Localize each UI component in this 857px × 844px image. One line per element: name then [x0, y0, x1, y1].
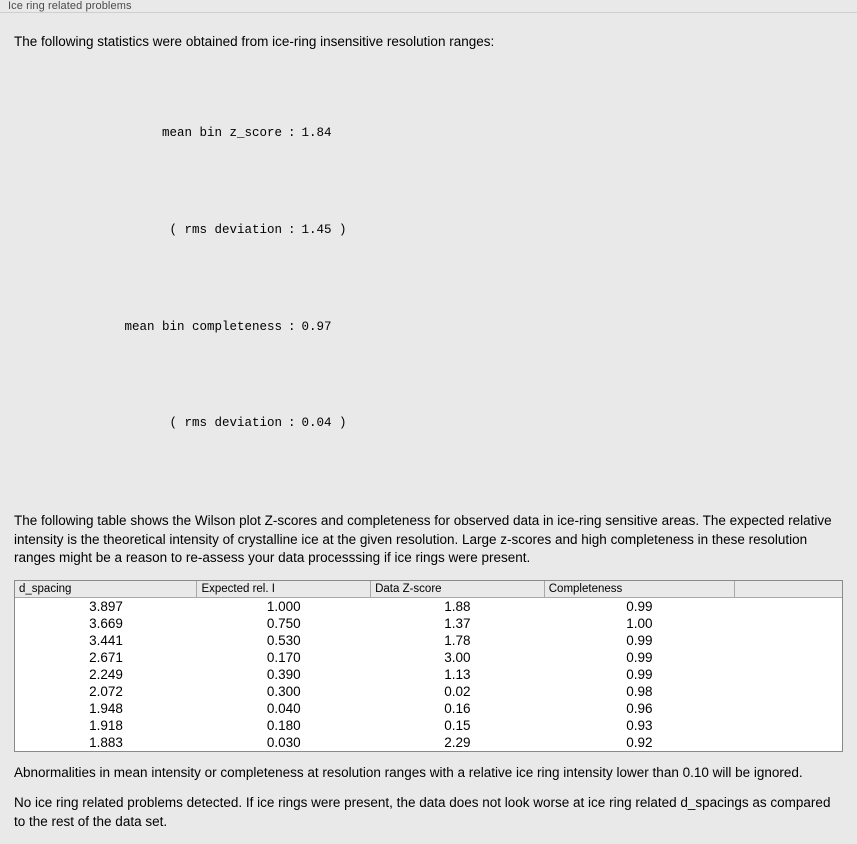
cell-data-z-score: 0.02 — [371, 683, 545, 700]
report-content — [0, 13, 857, 844]
cell-d-spacing: 1.883 — [15, 734, 197, 751]
cell-completeness: 0.99 — [544, 597, 734, 615]
stat-row — [50, 298, 843, 356]
table-row[interactable] — [15, 717, 842, 734]
stat-row — [50, 104, 843, 162]
cell-spacer — [734, 632, 842, 649]
cell-completeness: 0.93 — [544, 717, 734, 734]
cell-data-z-score: 0.16 — [371, 700, 545, 717]
ice-ring-table-container — [14, 580, 843, 752]
cell-d-spacing: 3.897 — [15, 597, 197, 615]
cell-completeness: 0.99 — [544, 649, 734, 666]
cell-expected-rel-i: 0.750 — [197, 615, 371, 632]
cell-completeness: 0.96 — [544, 700, 734, 717]
cell-d-spacing: 2.249 — [15, 666, 197, 683]
cell-data-z-score: 1.88 — [371, 597, 545, 615]
cell-spacer — [734, 717, 842, 734]
abnormalities-note: Abnormalities in mean intensity or completeness at resolution ranges with a relative ice ring intensity lower than 0.10 will be ignored. — [14, 764, 803, 780]
cell-expected-rel-i: 0.180 — [197, 717, 371, 734]
column-header-data-z-score[interactable]: Data Z-score — [371, 581, 545, 598]
cell-d-spacing: 1.918 — [15, 717, 197, 734]
cell-data-z-score: 3.00 — [371, 649, 545, 666]
stat-label: ( rms deviation — [169, 416, 283, 431]
window-title: Ice ring related problems — [8, 0, 132, 12]
cell-spacer — [734, 700, 842, 717]
statistics-block — [14, 66, 843, 492]
table-row[interactable] — [15, 632, 842, 649]
stat-label: mean bin completeness — [124, 319, 283, 334]
stat-sep: : — [288, 319, 296, 334]
cell-spacer — [734, 666, 842, 683]
table-row[interactable] — [15, 700, 842, 717]
table-body — [15, 597, 842, 751]
cell-expected-rel-i: 1.000 — [197, 597, 371, 615]
cell-data-z-score: 0.15 — [371, 717, 545, 734]
stat-value: 1.45 ) — [301, 222, 347, 237]
cell-spacer — [734, 734, 842, 751]
cell-d-spacing: 3.441 — [15, 632, 197, 649]
cell-spacer — [734, 683, 842, 700]
cell-expected-rel-i: 0.390 — [197, 666, 371, 683]
cell-completeness: 0.98 — [544, 683, 734, 700]
cell-d-spacing: 2.072 — [15, 683, 197, 700]
cell-completeness: 0.99 — [544, 632, 734, 649]
stat-value: 0.97 — [301, 319, 332, 334]
stat-value: 1.84 — [301, 125, 332, 140]
stat-sep: : — [288, 125, 296, 140]
table-header-row — [15, 581, 842, 598]
window-titlebar — [0, 0, 857, 13]
column-header-completeness[interactable]: Completeness — [544, 581, 734, 598]
cell-data-z-score: 1.13 — [371, 666, 545, 683]
cell-completeness: 0.92 — [544, 734, 734, 751]
column-header-spacer[interactable] — [734, 581, 842, 598]
table-row[interactable] — [15, 649, 842, 666]
cell-spacer — [734, 615, 842, 632]
table-row[interactable] — [15, 615, 842, 632]
stat-label: ( rms deviation — [169, 222, 283, 237]
cell-expected-rel-i: 0.030 — [197, 734, 371, 751]
cell-d-spacing: 3.669 — [15, 615, 197, 632]
stat-value: 0.04 ) — [301, 416, 347, 431]
cell-spacer — [734, 597, 842, 615]
cell-spacer — [734, 649, 842, 666]
stat-row — [50, 395, 843, 453]
stat-sep: : — [288, 416, 296, 431]
cell-data-z-score: 1.37 — [371, 615, 545, 632]
cell-completeness: 1.00 — [544, 615, 734, 632]
intro-paragraph: The following statistics were obtained from ice-ring insensitive resolution ranges: — [14, 34, 495, 49]
stat-sep: : — [288, 222, 296, 237]
cell-expected-rel-i: 0.300 — [197, 683, 371, 700]
ice-ring-table — [15, 581, 842, 751]
table-row[interactable] — [15, 666, 842, 683]
cell-expected-rel-i: 0.170 — [197, 649, 371, 666]
description-paragraph: The following table shows the Wilson plot Z-scores and completeness for observed data in ice-ring sensitive areas. The expected relative intensity is the theoretical intensity of crystalline ice at the given resolution. Large z-scores and high completeness in these resolution ranges might be a reason to re-assess your data processsing if ice rings were present. — [14, 512, 832, 566]
table-row[interactable] — [15, 683, 842, 700]
table-row[interactable] — [15, 734, 842, 751]
table-row[interactable] — [15, 597, 842, 615]
cell-d-spacing: 2.671 — [15, 649, 197, 666]
cell-expected-rel-i: 0.040 — [197, 700, 371, 717]
stat-label: mean bin z_score — [161, 125, 283, 140]
cell-completeness: 0.99 — [544, 666, 734, 683]
stat-row — [50, 201, 843, 259]
column-header-expected-rel-i[interactable]: Expected rel. I — [197, 581, 371, 598]
conclusion-note: No ice ring related problems detected. If ice rings were present, the data does not look worse at ice ring related d_spacings as compared to the rest of the data set. — [14, 795, 831, 829]
cell-expected-rel-i: 0.530 — [197, 632, 371, 649]
cell-data-z-score: 1.78 — [371, 632, 545, 649]
column-header-d-spacing[interactable]: d_spacing — [15, 581, 197, 598]
cell-data-z-score: 2.29 — [371, 734, 545, 751]
cell-d-spacing: 1.948 — [15, 700, 197, 717]
